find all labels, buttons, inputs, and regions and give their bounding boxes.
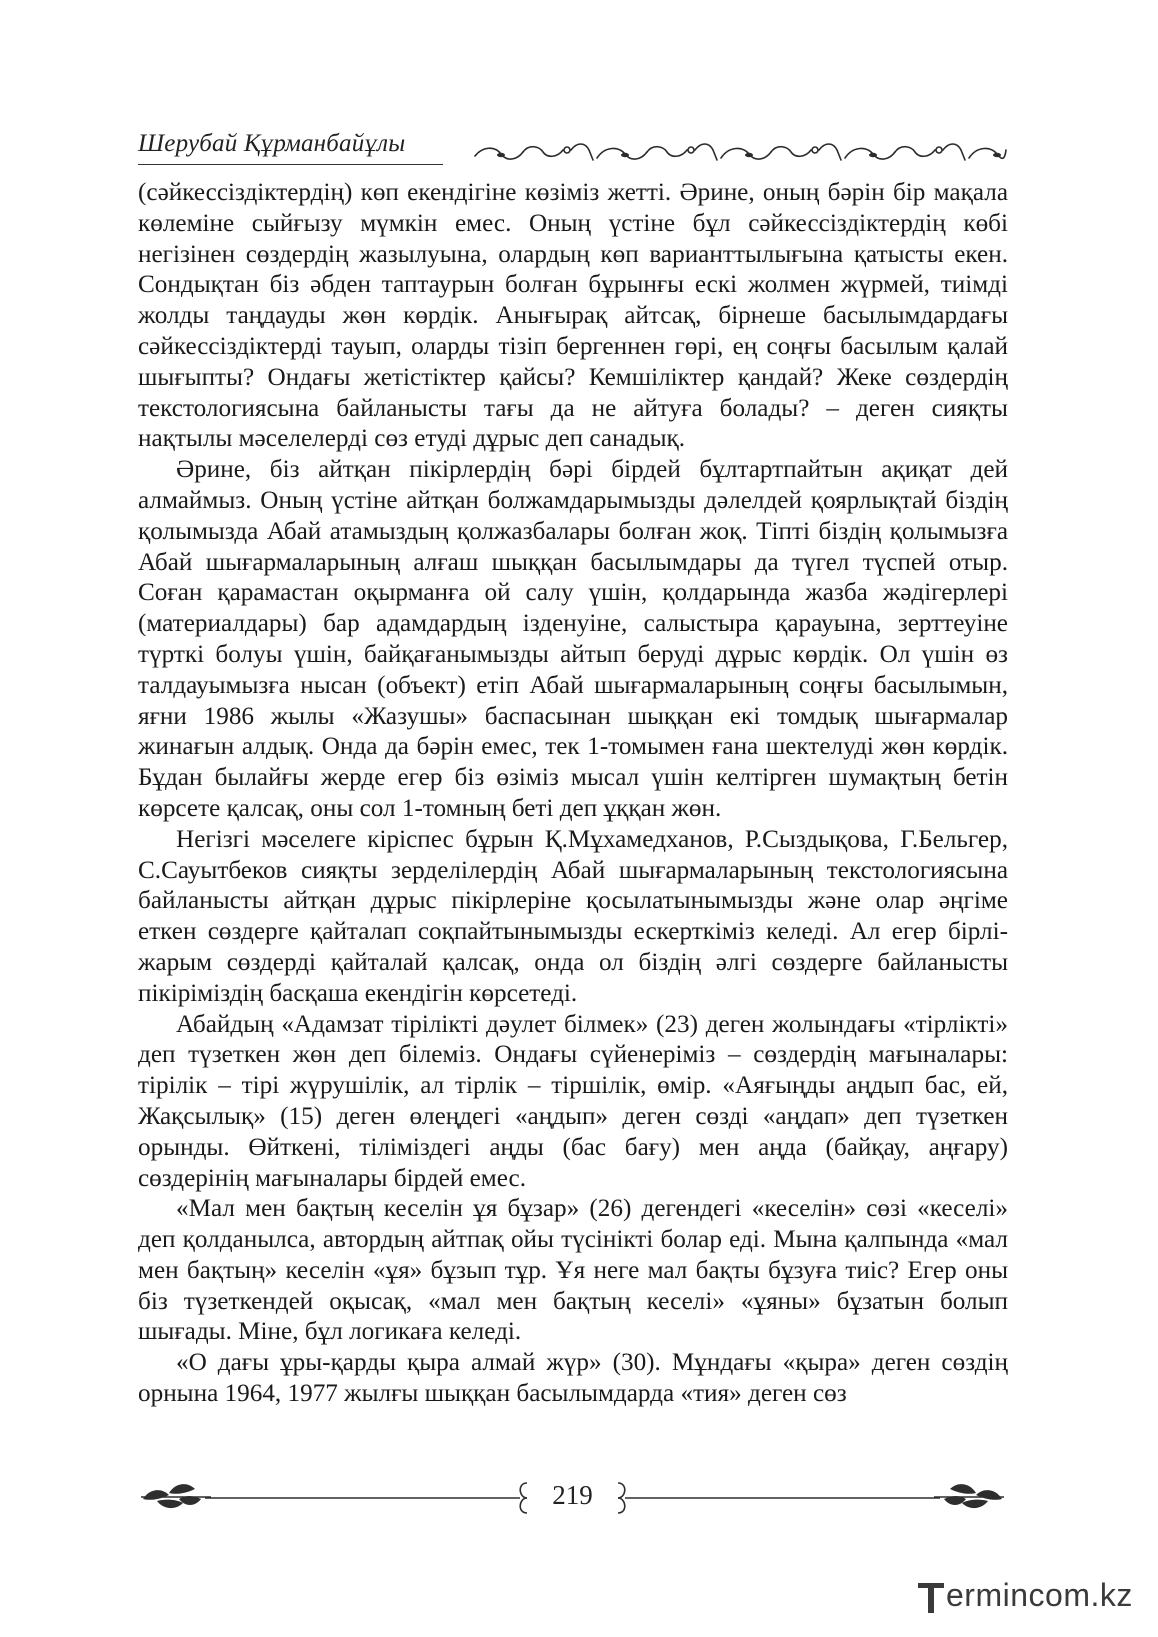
running-header bbox=[138, 130, 1008, 170]
paragraph-6: «О дағы ұры-қарды қыра алмай жүр» (30). Мұндағы «қыра» деген сөздің орнына 1964, 1977 жылғы шыққан басылымдарда «тия» деген сөз bbox=[138, 1349, 1008, 1408]
watermark-text: ermincom.kz bbox=[946, 1577, 1133, 1613]
header-rule bbox=[138, 164, 443, 165]
paragraph-1: (сәйкессіздіктердің) көп екендігіне көзіміз жетті. Әрине, оның бәрін бір мақала көлеміне сыйғызу мүмкін емес. Оның үстіне бұл сәйкессіздіктердің көбі негізінен сөздердің жазылуына, олардың көп варианттылығына қатысты екен. Сондықтан біз әбден таптаурын болған бұрынғы ескі жолмен жүрмей, тиімді жолды таңдауды жөн көрдік. Анығырақ айтсақ, бірнеше басылымдардағы сәйкессіздіктерді тауып, оларды тізіп бергеннен гөрі, ең соңғы басылым қалай шығыпты? Ондағы жетістіктер қайсы? Кемшіліктер қандай? Жеке сөздердің текстологиясына байланысты тағы да не айтуға болады? – деген сияқты нақтылы мәселелерді сөз етуді дұрыс деп санадық. bbox=[138, 179, 1008, 453]
paragraph-5: «Мал мен бақтың кеселін ұя бұзар» (26) дегендегі «кеселін» сөзі «кеселі» деп қолданылса, автордың айтпақ ойы түсінікті болар еді. Мына қалпында «мал мен бақтың» кеселін «ұя» бұзып тұр. Ұя неге мал бақты бұзуға тиіс? Егер оны біз түзеткендей оқысақ, «мал мен бақтың кеселі» «ұяны» бұзатын болып шығады. Міне, бұл логикаға келеді. bbox=[138, 1195, 1008, 1346]
paragraph-3: Негізгі мәселеге кіріспес бұрын Қ.Мұхамедханов, Р.Сыздықова, Г.Бельгер, С.Сауытбеков сияқты зерделілердің Абай шығармаларының текстологиясына байланысты айтқан дұрыс пікірлеріне қосылатынымызды және олар әңгіме еткен сөздерге қайталап соқпайтынымызды ескерткіміз келеді. Ал егер бірлі-жарым сөздерді қайталай қалсақ, онда ол біздің әлгі сөздерге байланысты пікіріміздің басқаша екендігін көрсетеді. bbox=[138, 825, 1008, 1007]
site-watermark bbox=[916, 1577, 1136, 1617]
header-ornament-icon bbox=[473, 138, 1008, 166]
paragraph-4: Абайдың «Адамзат тірілікті дәулет білмек» (23) деген жолындағы «тірлікті» деп түзеткен жөн деп білеміз. Ондағы сүйенеріміз – сөздердің мағыналары: тірілік – тірі жүрушілік, ал тірлік – тіршілік, өмір. «Аяғыңды аңдып бас, ей, Жақсылық» (15) деген өлеңдегі «аңдып» деген сөзді «аңдап» деп түзеткен орынды. Өйткені, тіліміздегі аңды (бас бағу) мен аңда (байқау, аңғару) сөздерінің мағыналары бірдей емес. bbox=[138, 1010, 1008, 1192]
body-text bbox=[138, 178, 1008, 1410]
paragraph-2: Әрине, біз айтқан пікірлердің бәрі бірдей бұлтартпайтын ақиқат дей алмаймыз. Оның үстіне айтқан болжамдарымызды дәлелдей қоярлықтай біздің қолымызда Абай атамыздың қолжазбалары болған жоқ. Тіпті біздің қолымызға Абай шығармаларының алғаш шыққан басылымдары да түгел түспей отыр. Соған қарамастан оқырманға ой салу үшін, қолдарында жазба жәдігерлері (материалдары) бар адамдардың ізденуіне, салыстыра қарауына, зерттеуіне түрткі болуы үшін, байқағанымызды айтып беруді дұрыс көрдік. Ол үшін өз талдауымызға нысан (объект) етіп Абай шығармаларының соңғы басылымын, яғни 1986 жылы «Жазушы» баспасынан шыққан екі томдық шығармалар жинағын алдық. Онда да бәрін емес, тек 1-томымен ғана шектелуді жөн көрдік. Бұдан былайғы жерде егер біз өзіміз мысал үшін келтірген шумақтың бетін көрсете қалсақ, оны сол 1-томның беті деп ұққан жөн. bbox=[138, 456, 1008, 822]
page-number: 219 bbox=[552, 1480, 593, 1510]
author-name: Шерубай Құрманбайұлы bbox=[138, 130, 406, 157]
watermark-t-logo-icon bbox=[916, 1581, 946, 1615]
page-footer bbox=[135, 1477, 1010, 1517]
